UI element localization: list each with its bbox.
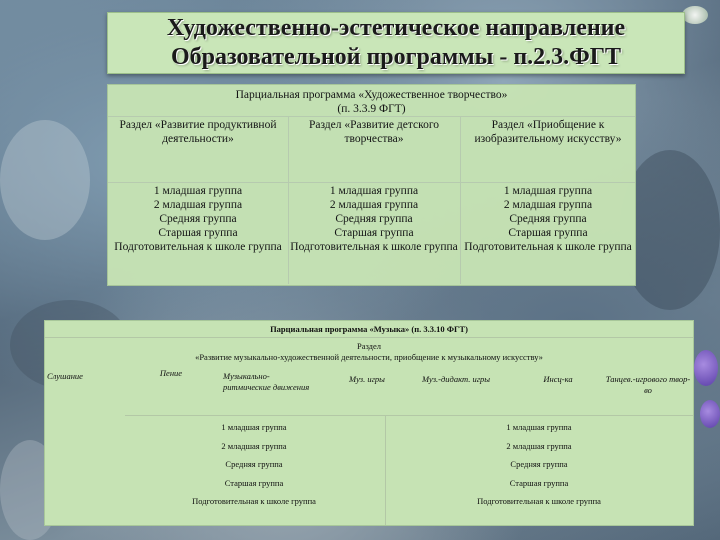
music-groups-right bbox=[387, 418, 691, 511]
activity-singing: Пение bbox=[159, 368, 183, 378]
group-item: 2 младшая группа bbox=[221, 440, 287, 451]
group-item: Средняя группа bbox=[335, 213, 413, 225]
table1-divider bbox=[108, 182, 635, 183]
group-item: Подготовительная к школе группа bbox=[114, 241, 282, 253]
group-item: 2 младшая группа bbox=[506, 440, 572, 451]
group-item: Средняя группа bbox=[225, 459, 283, 469]
group-item: Старшая группа bbox=[508, 227, 588, 239]
background-rock bbox=[0, 120, 90, 240]
music-program-table bbox=[44, 320, 694, 526]
title-box bbox=[107, 12, 685, 74]
group-item: Подготовительная к школе группа bbox=[477, 496, 601, 506]
table2-divider bbox=[125, 415, 693, 416]
group-item: 1 младшая группа bbox=[221, 422, 287, 432]
table1-groups-col3 bbox=[462, 184, 634, 254]
group-item: Старшая группа bbox=[334, 227, 414, 239]
background-flower bbox=[694, 350, 718, 386]
music-section-word: Раздел bbox=[356, 341, 382, 351]
title-line-2: Образовательной программы - п.2.3.ФГТ bbox=[170, 44, 622, 70]
activity-staging: Инсц-ка bbox=[543, 374, 573, 384]
group-item: 1 младшая группа bbox=[329, 185, 419, 197]
group-item: 1 младшая группа bbox=[153, 185, 243, 197]
table1-groups-col1 bbox=[110, 184, 286, 254]
activity-music-games: Муз. игры bbox=[349, 374, 385, 384]
table2-divider bbox=[45, 337, 693, 338]
table1-groups-col2 bbox=[290, 184, 458, 254]
activity-dance-creativity: Танцев.-игрового твор-во bbox=[605, 374, 691, 395]
group-item: Средняя группа bbox=[509, 213, 587, 225]
background-flower bbox=[682, 6, 708, 24]
section-productive: Раздел «Развитие продуктивной деятельности» bbox=[119, 119, 277, 145]
music-section-name: «Развитие музыкально-художественной деятельности, приобщение к музыкальному искусству» bbox=[195, 352, 543, 362]
table1-divider bbox=[108, 116, 635, 117]
table1-divider bbox=[460, 116, 461, 284]
table2-divider bbox=[385, 415, 386, 525]
group-item: 2 младшая группа bbox=[503, 199, 593, 211]
group-item: 1 младшая группа bbox=[503, 185, 593, 197]
table2-caption: Парциальная программа «Музыка» (п. 3.3.10 ФГТ) bbox=[270, 324, 468, 334]
background-flower bbox=[700, 400, 720, 428]
table1-caption-ref: (п. 3.3.9 ФГТ) bbox=[337, 103, 406, 115]
table1-caption: Парциальная программа «Художественное творчество» bbox=[235, 89, 508, 101]
group-item: 2 младшая группа bbox=[153, 199, 243, 211]
group-item: 1 младшая группа bbox=[506, 422, 572, 432]
activity-rhythmic-movement: Музыкально-ритмические движения bbox=[223, 371, 310, 392]
group-item: Подготовительная к школе группа bbox=[290, 241, 458, 253]
section-fine-art: Раздел «Приобщение к изобразительному искусству» bbox=[474, 119, 622, 145]
group-item: Подготовительная к школе группа bbox=[192, 496, 316, 506]
table1-divider bbox=[288, 116, 289, 284]
group-item: Старшая группа bbox=[158, 227, 238, 239]
group-item: Средняя группа bbox=[159, 213, 237, 225]
group-item: Подготовительная к школе группа bbox=[464, 241, 632, 253]
activity-listening: Слушание bbox=[47, 371, 83, 381]
group-item: 2 младшая группа bbox=[329, 199, 419, 211]
art-program-table bbox=[107, 84, 636, 286]
group-item: Старшая группа bbox=[509, 477, 569, 488]
music-groups-left bbox=[125, 418, 383, 511]
title-line-1: Художественно-эстетическое направление bbox=[166, 15, 626, 41]
activity-didactic-games: Муз.-дидакт. игры bbox=[421, 374, 491, 384]
group-item: Старшая группа bbox=[224, 477, 284, 488]
section-creativity: Раздел «Развитие детского творчества» bbox=[308, 119, 440, 145]
group-item: Средняя группа bbox=[510, 459, 568, 469]
